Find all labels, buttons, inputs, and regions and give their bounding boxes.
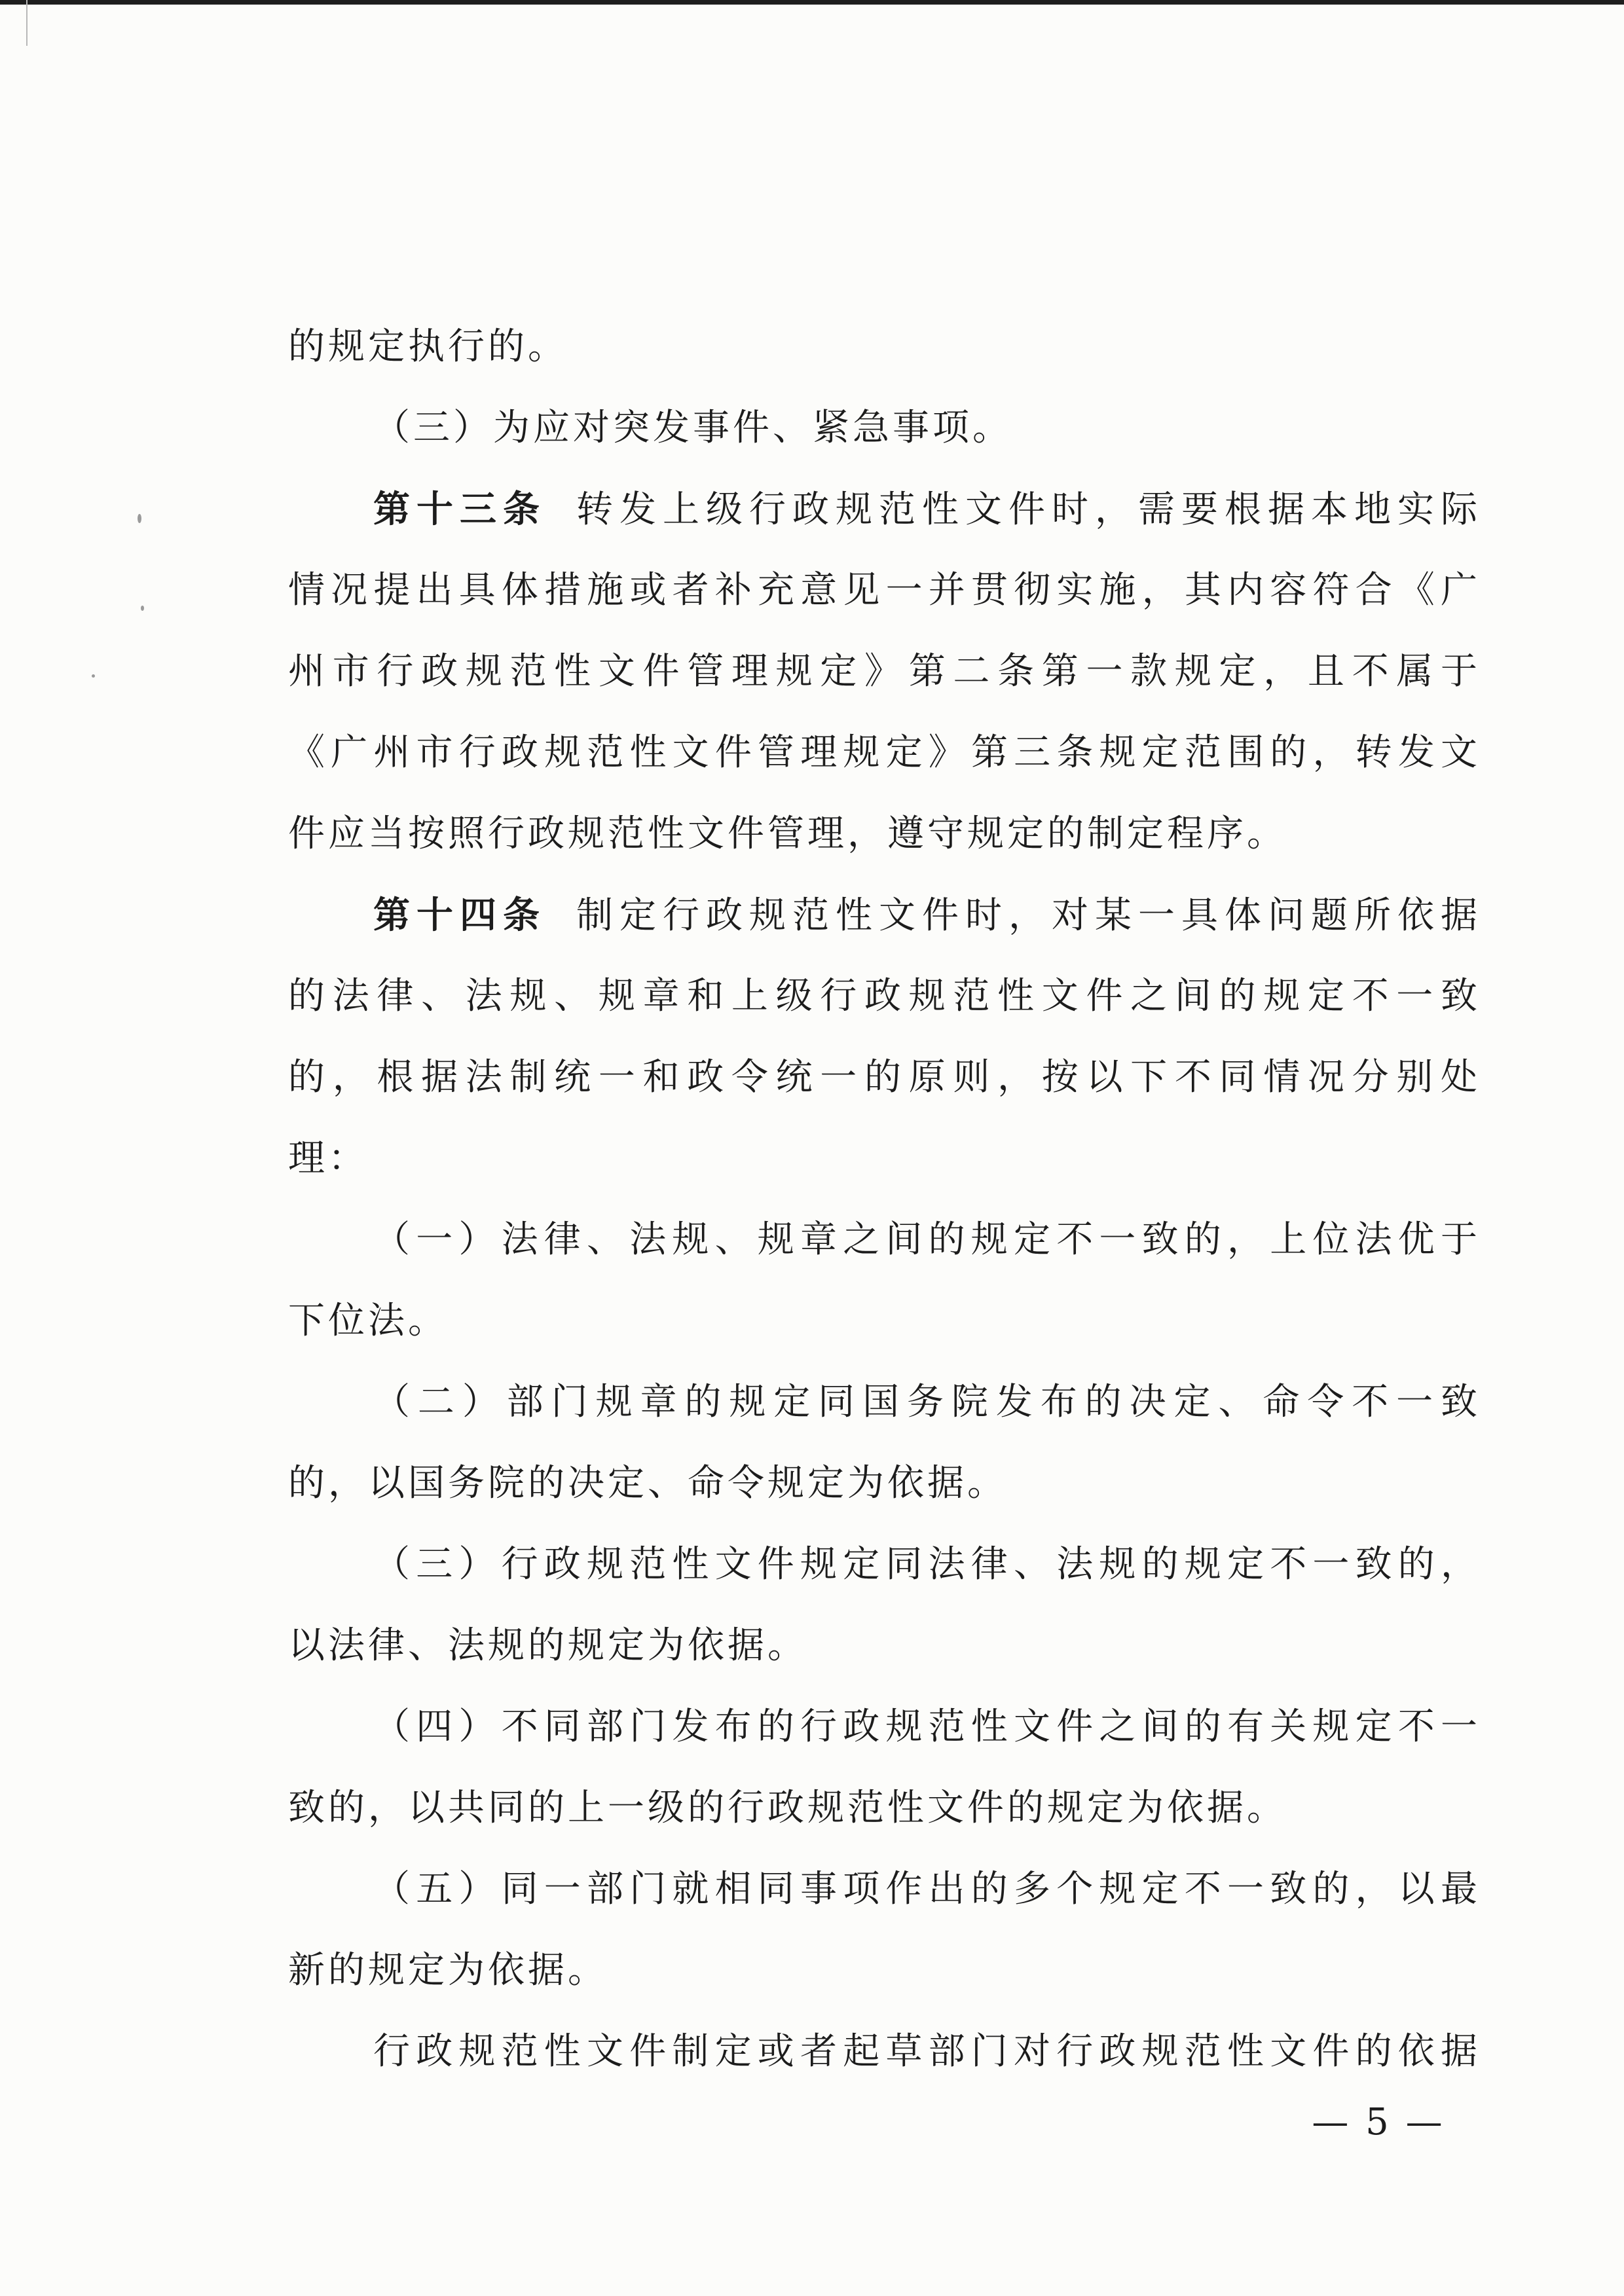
scan-speck bbox=[141, 606, 144, 611]
text-line: （三）为应对突发事件、紧急事项。 bbox=[373, 407, 1012, 449]
page-number: — 5 — bbox=[1312, 2101, 1445, 2143]
scan-edge-left bbox=[26, 0, 28, 46]
article-14-line: 第十四条 制定行政规范性文件时，对某一具体问题所依据 bbox=[373, 894, 1481, 937]
text-line: （五）同一部门就相同事项作出的多个规定不一致的，以最 bbox=[373, 1868, 1481, 1910]
article-label: 第十四条 bbox=[373, 894, 546, 937]
text-line: 理： bbox=[288, 1137, 368, 1180]
text-line: 的法律、法规、规章和上级行政规范性文件之间的规定不一致 bbox=[288, 975, 1481, 1017]
text-line: （四）不同部门发布的行政规范性文件之间的有关规定不一 bbox=[373, 1705, 1481, 1748]
scan-edge bbox=[0, 0, 1624, 5]
text-line: 的，以国务院的决定、命令规定为依据。 bbox=[288, 1462, 1007, 1504]
text-line: （三）行政规范性文件规定同法律、法规的规定不一致的， bbox=[373, 1543, 1481, 1586]
article-label: 第十三条 bbox=[373, 488, 546, 531]
text-line: （二）部门规章的规定同国务院发布的决定、命令不一致 bbox=[373, 1381, 1481, 1423]
text-line: 下位法。 bbox=[288, 1300, 448, 1342]
text-line: （一）法律、法规、规章之间的规定不一致的，上位法优于 bbox=[373, 1218, 1481, 1261]
text-line: 致的，以共同的上一级的行政规范性文件的规定为依据。 bbox=[288, 1787, 1287, 1829]
text-line: 州市行政规范性文件管理规定》第二条第一款规定，且不属于 bbox=[288, 650, 1481, 693]
body-text bbox=[288, 306, 1481, 2092]
text-line: 行政规范性文件制定或者起草部门对行政规范性文件的依据 bbox=[373, 2030, 1481, 2073]
text-line: 《广州市行政规范性文件管理规定》第三条规定范围的，转发文 bbox=[288, 731, 1481, 774]
article-13-line: 第十三条 转发上级行政规范性文件时，需要根据本地实际 bbox=[373, 488, 1481, 531]
text-line: 以法律、法规的规定为依据。 bbox=[288, 1624, 807, 1667]
scan-speck bbox=[138, 514, 141, 523]
text-line: 新的规定为依据。 bbox=[288, 1949, 608, 1992]
text-line: 情况提出具体措施或者补充意见一并贯彻实施，其内容符合《广 bbox=[288, 569, 1481, 611]
text-line: 的规定执行的。 bbox=[288, 325, 568, 368]
text-line: 件应当按照行政规范性文件管理，遵守规定的制定程序。 bbox=[288, 812, 1287, 855]
text-line: 的，根据法制统一和政令统一的原则，按以下不同情况分别处 bbox=[288, 1056, 1481, 1099]
scan-speck bbox=[92, 674, 95, 678]
